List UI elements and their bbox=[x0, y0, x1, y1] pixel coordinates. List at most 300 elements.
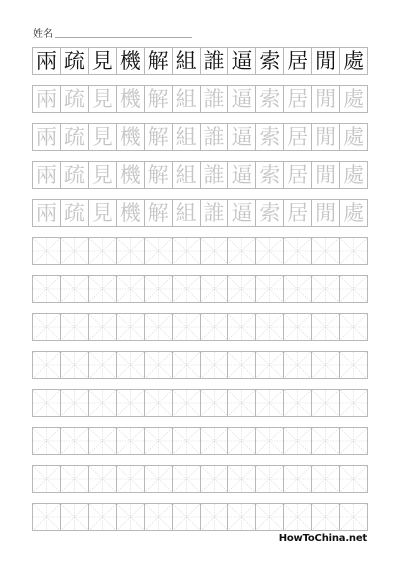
trace-character: 索 bbox=[259, 162, 281, 187]
writing-cell[interactable] bbox=[340, 314, 368, 340]
writing-cell[interactable] bbox=[89, 86, 117, 112]
writing-cell[interactable] bbox=[284, 200, 312, 226]
mi-guide-lines bbox=[117, 352, 144, 378]
writing-cell[interactable] bbox=[145, 314, 173, 340]
mi-guide-lines bbox=[89, 428, 116, 454]
writing-cell[interactable] bbox=[117, 200, 145, 226]
writing-cell[interactable] bbox=[284, 124, 312, 150]
writing-cell[interactable] bbox=[33, 124, 61, 150]
mi-guide-lines bbox=[61, 352, 88, 378]
blank-row bbox=[32, 275, 368, 303]
mi-guide-lines bbox=[228, 504, 255, 530]
writing-cell[interactable] bbox=[228, 238, 256, 264]
writing-cell[interactable] bbox=[61, 162, 89, 188]
mi-guide-lines bbox=[145, 238, 172, 264]
trace-character: 組 bbox=[175, 86, 197, 111]
writing-cell[interactable] bbox=[173, 314, 201, 340]
writing-cell[interactable] bbox=[284, 86, 312, 112]
mi-guide-lines bbox=[256, 428, 283, 454]
writing-cell[interactable] bbox=[33, 86, 61, 112]
mi-guide-lines bbox=[340, 428, 367, 454]
trace-character: 組 bbox=[175, 162, 197, 187]
writing-cell[interactable] bbox=[89, 162, 117, 188]
writing-cell[interactable] bbox=[228, 48, 256, 74]
mi-guide-lines bbox=[284, 428, 311, 454]
mi-guide-lines bbox=[89, 238, 116, 264]
writing-cell[interactable] bbox=[312, 162, 340, 188]
trace-character: 閒 bbox=[315, 86, 337, 111]
writing-cell[interactable] bbox=[312, 238, 340, 264]
mi-guide-lines bbox=[256, 276, 283, 302]
name-underline[interactable] bbox=[55, 37, 192, 38]
mi-guide-lines bbox=[284, 238, 311, 264]
mi-guide-lines bbox=[61, 390, 88, 416]
mi-guide-lines bbox=[117, 238, 144, 264]
mi-guide-lines bbox=[228, 390, 255, 416]
trace-character: 閒 bbox=[315, 162, 337, 187]
writing-cell[interactable] bbox=[33, 352, 61, 378]
writing-cell[interactable] bbox=[256, 238, 284, 264]
trace-character: 逼 bbox=[231, 200, 253, 225]
writing-cell[interactable] bbox=[33, 238, 61, 264]
writing-cell[interactable] bbox=[228, 276, 256, 302]
mi-guide-lines bbox=[173, 390, 200, 416]
mi-guide-lines bbox=[201, 238, 228, 264]
writing-cell[interactable] bbox=[117, 466, 145, 492]
writing-cell[interactable] bbox=[312, 390, 340, 416]
mi-guide-lines bbox=[312, 314, 339, 340]
writing-cell[interactable] bbox=[256, 124, 284, 150]
writing-cell[interactable] bbox=[89, 352, 117, 378]
writing-cell[interactable] bbox=[145, 466, 173, 492]
writing-cell[interactable] bbox=[89, 504, 117, 530]
writing-cell[interactable] bbox=[284, 428, 312, 454]
mi-guide-lines bbox=[340, 504, 367, 530]
mi-guide-lines bbox=[256, 466, 283, 492]
mi-guide-lines bbox=[228, 314, 255, 340]
writing-cell[interactable] bbox=[312, 466, 340, 492]
trace-character: 疏 bbox=[63, 162, 85, 187]
writing-cell[interactable] bbox=[173, 124, 201, 150]
mi-guide-lines bbox=[340, 238, 367, 264]
writing-cell[interactable] bbox=[89, 200, 117, 226]
trace-character: 機 bbox=[119, 124, 141, 149]
writing-cell[interactable] bbox=[117, 276, 145, 302]
writing-cell[interactable] bbox=[173, 504, 201, 530]
trace-character: 逼 bbox=[231, 124, 253, 149]
writing-cell[interactable] bbox=[201, 124, 229, 150]
writing-cell[interactable] bbox=[173, 162, 201, 188]
writing-cell[interactable] bbox=[340, 428, 368, 454]
writing-cell[interactable] bbox=[117, 48, 145, 74]
mi-guide-lines bbox=[340, 276, 367, 302]
writing-cell[interactable] bbox=[33, 162, 61, 188]
trace-character: 解 bbox=[147, 86, 169, 111]
trace-character: 誰 bbox=[203, 162, 225, 187]
writing-cell[interactable] bbox=[33, 314, 61, 340]
writing-cell[interactable] bbox=[312, 504, 340, 530]
writing-cell[interactable] bbox=[256, 428, 284, 454]
trace-character: 索 bbox=[259, 200, 281, 225]
writing-cell[interactable] bbox=[61, 428, 89, 454]
writing-cell[interactable] bbox=[145, 124, 173, 150]
trace-character: 居 bbox=[287, 86, 309, 111]
writing-cell[interactable] bbox=[145, 200, 173, 226]
writing-cell[interactable] bbox=[61, 466, 89, 492]
writing-cell[interactable] bbox=[173, 200, 201, 226]
writing-cell[interactable] bbox=[284, 314, 312, 340]
mi-guide-lines bbox=[89, 276, 116, 302]
blank-row bbox=[32, 389, 368, 417]
mi-guide-lines bbox=[312, 504, 339, 530]
trace-character: 機 bbox=[119, 162, 141, 187]
mi-guide-lines bbox=[284, 314, 311, 340]
writing-cell[interactable] bbox=[312, 352, 340, 378]
mi-guide-lines bbox=[201, 390, 228, 416]
mi-guide-lines bbox=[145, 390, 172, 416]
mi-guide-lines bbox=[145, 276, 172, 302]
mi-guide-lines bbox=[312, 466, 339, 492]
writing-cell[interactable] bbox=[61, 238, 89, 264]
model-character: 見 bbox=[91, 48, 113, 73]
writing-cell[interactable] bbox=[284, 48, 312, 74]
writing-cell[interactable] bbox=[228, 352, 256, 378]
mi-guide-lines bbox=[201, 314, 228, 340]
mi-guide-lines bbox=[173, 428, 200, 454]
writing-cell[interactable] bbox=[173, 352, 201, 378]
writing-cell[interactable] bbox=[145, 390, 173, 416]
writing-cell[interactable] bbox=[117, 238, 145, 264]
writing-cell[interactable] bbox=[117, 86, 145, 112]
writing-cell[interactable] bbox=[61, 86, 89, 112]
mi-guide-lines bbox=[145, 428, 172, 454]
trace-character: 兩 bbox=[35, 124, 57, 149]
mi-guide-lines bbox=[201, 504, 228, 530]
mi-guide-lines bbox=[228, 466, 255, 492]
trace-row bbox=[32, 123, 368, 151]
writing-cell[interactable] bbox=[89, 390, 117, 416]
writing-cell[interactable] bbox=[117, 504, 145, 530]
writing-cell[interactable] bbox=[228, 314, 256, 340]
writing-cell[interactable] bbox=[201, 48, 229, 74]
writing-cell[interactable] bbox=[256, 200, 284, 226]
writing-cell[interactable] bbox=[89, 276, 117, 302]
trace-character: 見 bbox=[91, 162, 113, 187]
model-character: 誰 bbox=[203, 48, 225, 73]
writing-cell[interactable] bbox=[145, 352, 173, 378]
writing-cell[interactable] bbox=[284, 162, 312, 188]
mi-guide-lines bbox=[312, 428, 339, 454]
mi-guide-lines bbox=[89, 504, 116, 530]
writing-cell[interactable] bbox=[284, 276, 312, 302]
model-character: 疏 bbox=[63, 48, 85, 73]
writing-cell[interactable] bbox=[201, 428, 229, 454]
writing-cell[interactable] bbox=[89, 124, 117, 150]
writing-cell[interactable] bbox=[89, 238, 117, 264]
writing-cell[interactable] bbox=[256, 48, 284, 74]
mi-guide-lines bbox=[117, 466, 144, 492]
trace-character: 閒 bbox=[315, 200, 337, 225]
mi-guide-lines bbox=[340, 314, 367, 340]
writing-cell[interactable] bbox=[228, 200, 256, 226]
blank-row bbox=[32, 313, 368, 341]
writing-cell[interactable] bbox=[284, 352, 312, 378]
mi-guide-lines bbox=[201, 428, 228, 454]
blank-row bbox=[32, 465, 368, 493]
writing-cell[interactable] bbox=[284, 390, 312, 416]
trace-character: 處 bbox=[343, 200, 365, 225]
writing-cell[interactable] bbox=[228, 162, 256, 188]
trace-character: 解 bbox=[147, 162, 169, 187]
writing-cell[interactable] bbox=[33, 504, 61, 530]
writing-cell[interactable] bbox=[117, 352, 145, 378]
trace-row bbox=[32, 85, 368, 113]
mi-guide-lines bbox=[61, 428, 88, 454]
mi-guide-lines bbox=[312, 238, 339, 264]
writing-cell[interactable] bbox=[61, 314, 89, 340]
writing-cell[interactable] bbox=[173, 428, 201, 454]
trace-character: 機 bbox=[119, 86, 141, 111]
blank-row bbox=[32, 427, 368, 455]
writing-cell[interactable] bbox=[228, 428, 256, 454]
trace-character: 誰 bbox=[203, 124, 225, 149]
writing-cell[interactable] bbox=[173, 238, 201, 264]
practice-sheet bbox=[32, 47, 368, 541]
writing-cell[interactable] bbox=[89, 314, 117, 340]
mi-guide-lines bbox=[89, 352, 116, 378]
writing-cell[interactable] bbox=[340, 200, 368, 226]
trace-character: 居 bbox=[287, 162, 309, 187]
mi-guide-lines bbox=[145, 504, 172, 530]
writing-cell[interactable] bbox=[173, 276, 201, 302]
mi-guide-lines bbox=[340, 466, 367, 492]
mi-guide-lines bbox=[61, 466, 88, 492]
trace-character: 處 bbox=[343, 124, 365, 149]
writing-cell[interactable] bbox=[340, 466, 368, 492]
writing-cell[interactable] bbox=[256, 352, 284, 378]
mi-guide-lines bbox=[340, 352, 367, 378]
mi-guide-lines bbox=[89, 466, 116, 492]
mi-guide-lines bbox=[117, 276, 144, 302]
writing-cell[interactable] bbox=[145, 428, 173, 454]
mi-guide-lines bbox=[33, 314, 60, 340]
writing-cell[interactable] bbox=[201, 504, 229, 530]
mi-guide-lines bbox=[61, 238, 88, 264]
writing-cell[interactable] bbox=[33, 428, 61, 454]
model-character: 機 bbox=[119, 48, 141, 73]
writing-cell[interactable] bbox=[89, 466, 117, 492]
trace-character: 解 bbox=[147, 124, 169, 149]
writing-cell[interactable] bbox=[33, 276, 61, 302]
writing-cell[interactable] bbox=[33, 48, 61, 74]
writing-cell[interactable] bbox=[340, 86, 368, 112]
writing-cell[interactable] bbox=[145, 504, 173, 530]
trace-character: 見 bbox=[91, 200, 113, 225]
writing-cell[interactable] bbox=[145, 276, 173, 302]
mi-guide-lines bbox=[61, 276, 88, 302]
writing-cell[interactable] bbox=[228, 86, 256, 112]
mi-guide-lines bbox=[173, 352, 200, 378]
writing-cell[interactable] bbox=[340, 390, 368, 416]
writing-cell[interactable] bbox=[340, 238, 368, 264]
writing-cell[interactable] bbox=[89, 428, 117, 454]
writing-cell[interactable] bbox=[89, 48, 117, 74]
writing-cell[interactable] bbox=[145, 238, 173, 264]
blank-row bbox=[32, 237, 368, 265]
writing-cell[interactable] bbox=[312, 48, 340, 74]
trace-character: 組 bbox=[175, 124, 197, 149]
model-character: 處 bbox=[343, 48, 365, 73]
writing-cell[interactable] bbox=[201, 466, 229, 492]
writing-cell[interactable] bbox=[173, 466, 201, 492]
trace-character: 兩 bbox=[35, 162, 57, 187]
model-character: 索 bbox=[259, 48, 281, 73]
writing-cell[interactable] bbox=[201, 314, 229, 340]
writing-cell[interactable] bbox=[228, 390, 256, 416]
trace-character: 處 bbox=[343, 86, 365, 111]
mi-guide-lines bbox=[312, 352, 339, 378]
mi-guide-lines bbox=[256, 314, 283, 340]
site-footer: HowToChina.net bbox=[278, 533, 367, 544]
writing-cell[interactable] bbox=[284, 466, 312, 492]
mi-guide-lines bbox=[33, 504, 60, 530]
blank-row bbox=[32, 351, 368, 379]
writing-cell[interactable] bbox=[173, 390, 201, 416]
trace-character: 索 bbox=[259, 124, 281, 149]
mi-guide-lines bbox=[117, 428, 144, 454]
mi-guide-lines bbox=[284, 352, 311, 378]
mi-guide-lines bbox=[228, 428, 255, 454]
writing-cell[interactable] bbox=[340, 162, 368, 188]
trace-character: 疏 bbox=[63, 86, 85, 111]
writing-cell[interactable] bbox=[145, 162, 173, 188]
writing-cell[interactable] bbox=[61, 48, 89, 74]
writing-cell[interactable] bbox=[228, 124, 256, 150]
trace-character: 組 bbox=[175, 200, 197, 225]
mi-guide-lines bbox=[117, 504, 144, 530]
writing-cell[interactable] bbox=[61, 200, 89, 226]
blank-row bbox=[32, 503, 368, 531]
writing-cell[interactable] bbox=[312, 276, 340, 302]
writing-cell[interactable] bbox=[340, 504, 368, 530]
writing-cell[interactable] bbox=[256, 314, 284, 340]
writing-cell[interactable] bbox=[145, 48, 173, 74]
writing-cell[interactable] bbox=[173, 48, 201, 74]
model-character: 閒 bbox=[315, 48, 337, 73]
mi-guide-lines bbox=[256, 504, 283, 530]
writing-cell[interactable] bbox=[201, 86, 229, 112]
trace-character: 見 bbox=[91, 124, 113, 149]
writing-cell[interactable] bbox=[201, 352, 229, 378]
writing-cell[interactable] bbox=[256, 86, 284, 112]
trace-character: 見 bbox=[91, 86, 113, 111]
mi-guide-lines bbox=[117, 314, 144, 340]
writing-cell[interactable] bbox=[256, 390, 284, 416]
trace-character: 逼 bbox=[231, 162, 253, 187]
mi-guide-lines bbox=[256, 352, 283, 378]
writing-cell[interactable] bbox=[256, 504, 284, 530]
trace-row bbox=[32, 161, 368, 189]
model-character: 解 bbox=[147, 48, 169, 73]
mi-guide-lines bbox=[284, 466, 311, 492]
writing-cell[interactable] bbox=[256, 466, 284, 492]
model-row bbox=[32, 47, 368, 75]
name-label: 姓名 bbox=[33, 29, 53, 40]
trace-character: 誰 bbox=[203, 86, 225, 111]
mi-guide-lines bbox=[284, 276, 311, 302]
writing-cell[interactable] bbox=[145, 86, 173, 112]
writing-cell[interactable] bbox=[117, 390, 145, 416]
writing-cell[interactable] bbox=[33, 466, 61, 492]
writing-cell[interactable] bbox=[312, 200, 340, 226]
writing-cell[interactable] bbox=[61, 352, 89, 378]
writing-cell[interactable] bbox=[33, 390, 61, 416]
writing-cell[interactable] bbox=[117, 314, 145, 340]
mi-guide-lines bbox=[33, 352, 60, 378]
mi-guide-lines bbox=[340, 390, 367, 416]
writing-cell[interactable] bbox=[201, 238, 229, 264]
writing-cell[interactable] bbox=[284, 504, 312, 530]
writing-cell[interactable] bbox=[284, 238, 312, 264]
mi-guide-lines bbox=[228, 352, 255, 378]
writing-cell[interactable] bbox=[340, 124, 368, 150]
writing-cell[interactable] bbox=[312, 314, 340, 340]
trace-character: 解 bbox=[147, 200, 169, 225]
writing-cell[interactable] bbox=[256, 276, 284, 302]
writing-cell[interactable] bbox=[61, 504, 89, 530]
mi-guide-lines bbox=[228, 276, 255, 302]
trace-character: 逼 bbox=[231, 86, 253, 111]
writing-cell[interactable] bbox=[340, 48, 368, 74]
writing-cell[interactable] bbox=[312, 428, 340, 454]
writing-cell[interactable] bbox=[312, 124, 340, 150]
mi-guide-lines bbox=[173, 276, 200, 302]
mi-guide-lines bbox=[61, 504, 88, 530]
writing-cell[interactable] bbox=[33, 200, 61, 226]
mi-guide-lines bbox=[33, 238, 60, 264]
writing-cell[interactable] bbox=[201, 276, 229, 302]
writing-cell[interactable] bbox=[201, 162, 229, 188]
mi-guide-lines bbox=[201, 276, 228, 302]
writing-cell[interactable] bbox=[256, 162, 284, 188]
writing-cell[interactable] bbox=[340, 276, 368, 302]
writing-cell[interactable] bbox=[117, 428, 145, 454]
trace-character: 兩 bbox=[35, 200, 57, 225]
mi-guide-lines bbox=[145, 314, 172, 340]
trace-character: 居 bbox=[287, 200, 309, 225]
trace-character: 機 bbox=[119, 200, 141, 225]
writing-cell[interactable] bbox=[201, 390, 229, 416]
writing-cell[interactable] bbox=[61, 124, 89, 150]
writing-cell[interactable] bbox=[117, 124, 145, 150]
writing-cell[interactable] bbox=[201, 200, 229, 226]
writing-cell[interactable] bbox=[61, 390, 89, 416]
trace-row bbox=[32, 199, 368, 227]
writing-cell[interactable] bbox=[117, 162, 145, 188]
mi-guide-lines bbox=[201, 466, 228, 492]
writing-cell[interactable] bbox=[312, 86, 340, 112]
writing-cell[interactable] bbox=[173, 86, 201, 112]
mi-guide-lines bbox=[173, 466, 200, 492]
writing-cell[interactable] bbox=[61, 276, 89, 302]
writing-cell[interactable] bbox=[340, 352, 368, 378]
name-field bbox=[33, 25, 53, 41]
writing-cell[interactable] bbox=[228, 466, 256, 492]
writing-cell[interactable] bbox=[228, 504, 256, 530]
mi-guide-lines bbox=[145, 466, 172, 492]
mi-guide-lines bbox=[173, 238, 200, 264]
mi-guide-lines bbox=[33, 466, 60, 492]
